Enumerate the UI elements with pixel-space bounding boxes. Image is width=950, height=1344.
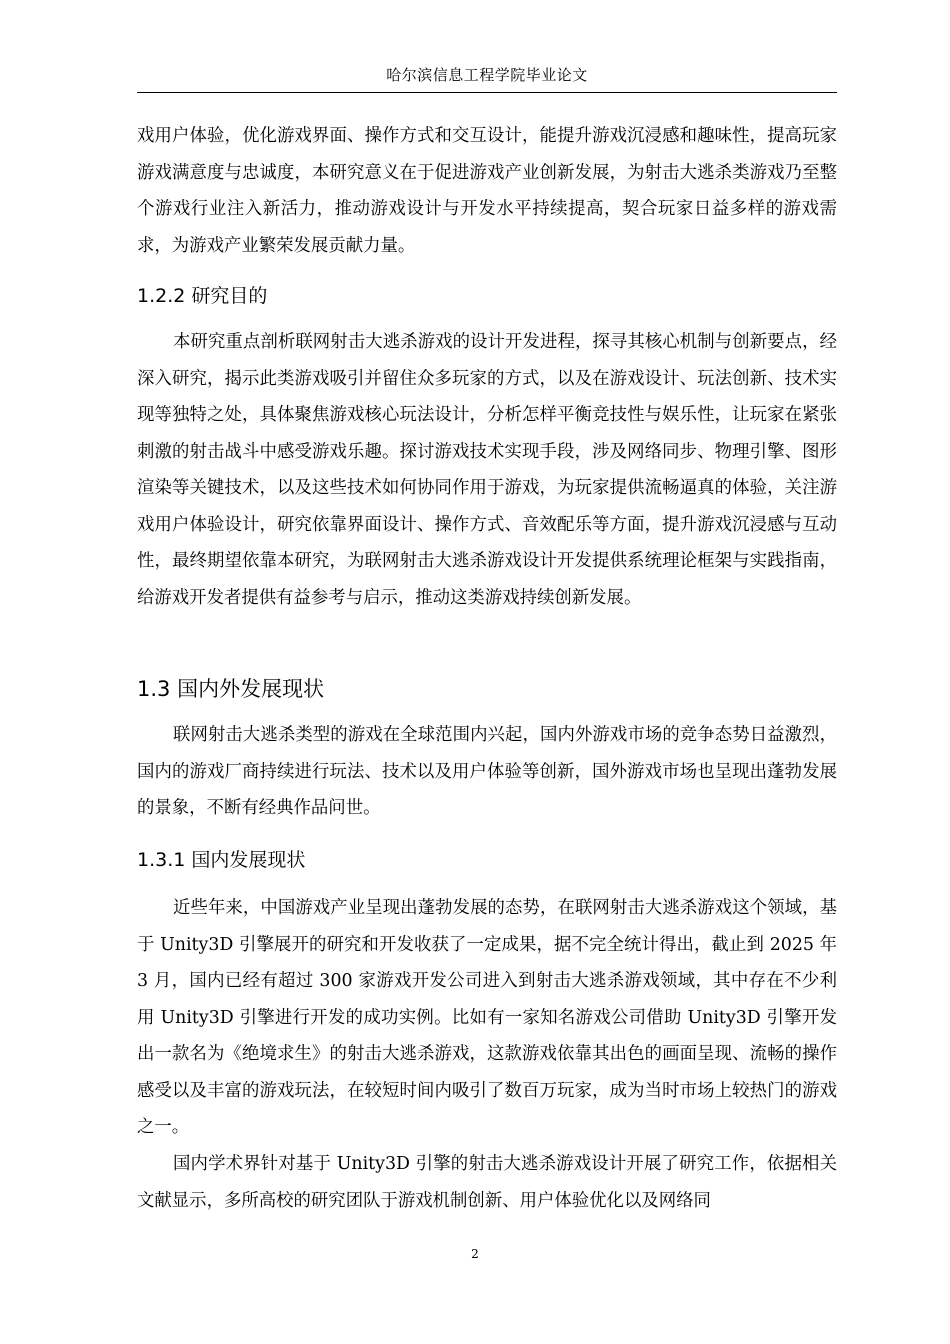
running-header: 哈尔滨信息工程学院毕业论文 <box>386 66 588 84</box>
paragraph-domestic-1: 近些年来，中国游戏产业呈现出蓬勃发展的态势，在联网射击大逃杀游戏这个领域，基于 Unity3D 引擎展开的研究和开发收获了一定成果，据不完全统计得出，截止到 2025 年 3 月，国内已经有超过 300 家游戏开发公司进入到射击大逃杀游戏领域，其中存在不少利用 Unity3D 引擎进行开发的成功实例。比如有一家知名游戏公司借助 Unity3D 引擎开发出一款名为《绝境求生》的射击大逃杀游戏，这款游戏依靠其出色的画面呈现、流畅的操作感受以及丰富的游戏玩法，在较短时间内吸引了数百万玩家，成为当时市场上较热门的游戏之一。 <box>137 898 837 1137</box>
header-divider <box>137 92 837 93</box>
paragraph-purpose: 本研究重点剖析联网射击大逃杀游戏的设计开发进程，探寻其核心机制与创新要点，经深入研究，揭示此类游戏吸引并留住众多玩家的方式，以及在游戏设计、玩法创新、技术实现等独特之处，具体聚焦游戏核心玩法设计，分析怎样平衡竞技性与娱乐性，让玩家在紧张刺激的射击战斗中感受游戏乐趣。探讨游戏技术实现手段，涉及网络同步、物理引擎、图形渲染等关键技术，以及这些技术如何协同作用于游戏，为玩家提供流畅逼真的体验，关注游戏用户体验设计，研究依靠界面设计、操作方式、音效配乐等方面，提升游戏沉浸感与互动性，最终期望依靠本研究，为联网射击大逃杀游戏设计开发提供系统理论框架与实践指南，给游戏开发者提供有益参考与启示，推动这类游戏持续创新发展。 <box>137 332 837 608</box>
heading-1-3: 1.3 国内外发展现状 <box>137 677 325 701</box>
paragraph-intro: 戏用户体验，优化游戏界面、操作方式和交互设计，能提升游戏沉浸感和趣味性，提高玩家游戏满意度与忠诚度，本研究意义在于促进游戏产业创新发展，为射击大逃杀类游戏乃至整个游戏行业注入新活力，推动游戏设计与开发水平持续提高，契合玩家日益多样的游戏需求，为游戏产业繁荣发展贡献力量。 <box>137 126 837 256</box>
heading-1-2-2: 1.2.2 研究目的 <box>137 285 268 307</box>
paragraph-status: 联网射击大逃杀类型的游戏在全球范围内兴起，国内外游戏市场的竞争态势日益激烈，国内的游戏厂商持续进行玩法、技术以及用户体验等创新，国外游戏市场也呈现出蓬勃发展的景象，不断有经典作品问世。 <box>137 725 837 818</box>
paragraph-domestic-2: 国内学术界针对基于 Unity3D 引擎的射击大逃杀游戏设计开展了研究工作，依据相关文献显示，多所高校的研究团队于游戏机制创新、用户体验优化以及网络同 <box>137 1154 837 1211</box>
page-number: 2 <box>471 1247 479 1261</box>
heading-1-3-1: 1.3.1 国内发展现状 <box>137 849 306 871</box>
